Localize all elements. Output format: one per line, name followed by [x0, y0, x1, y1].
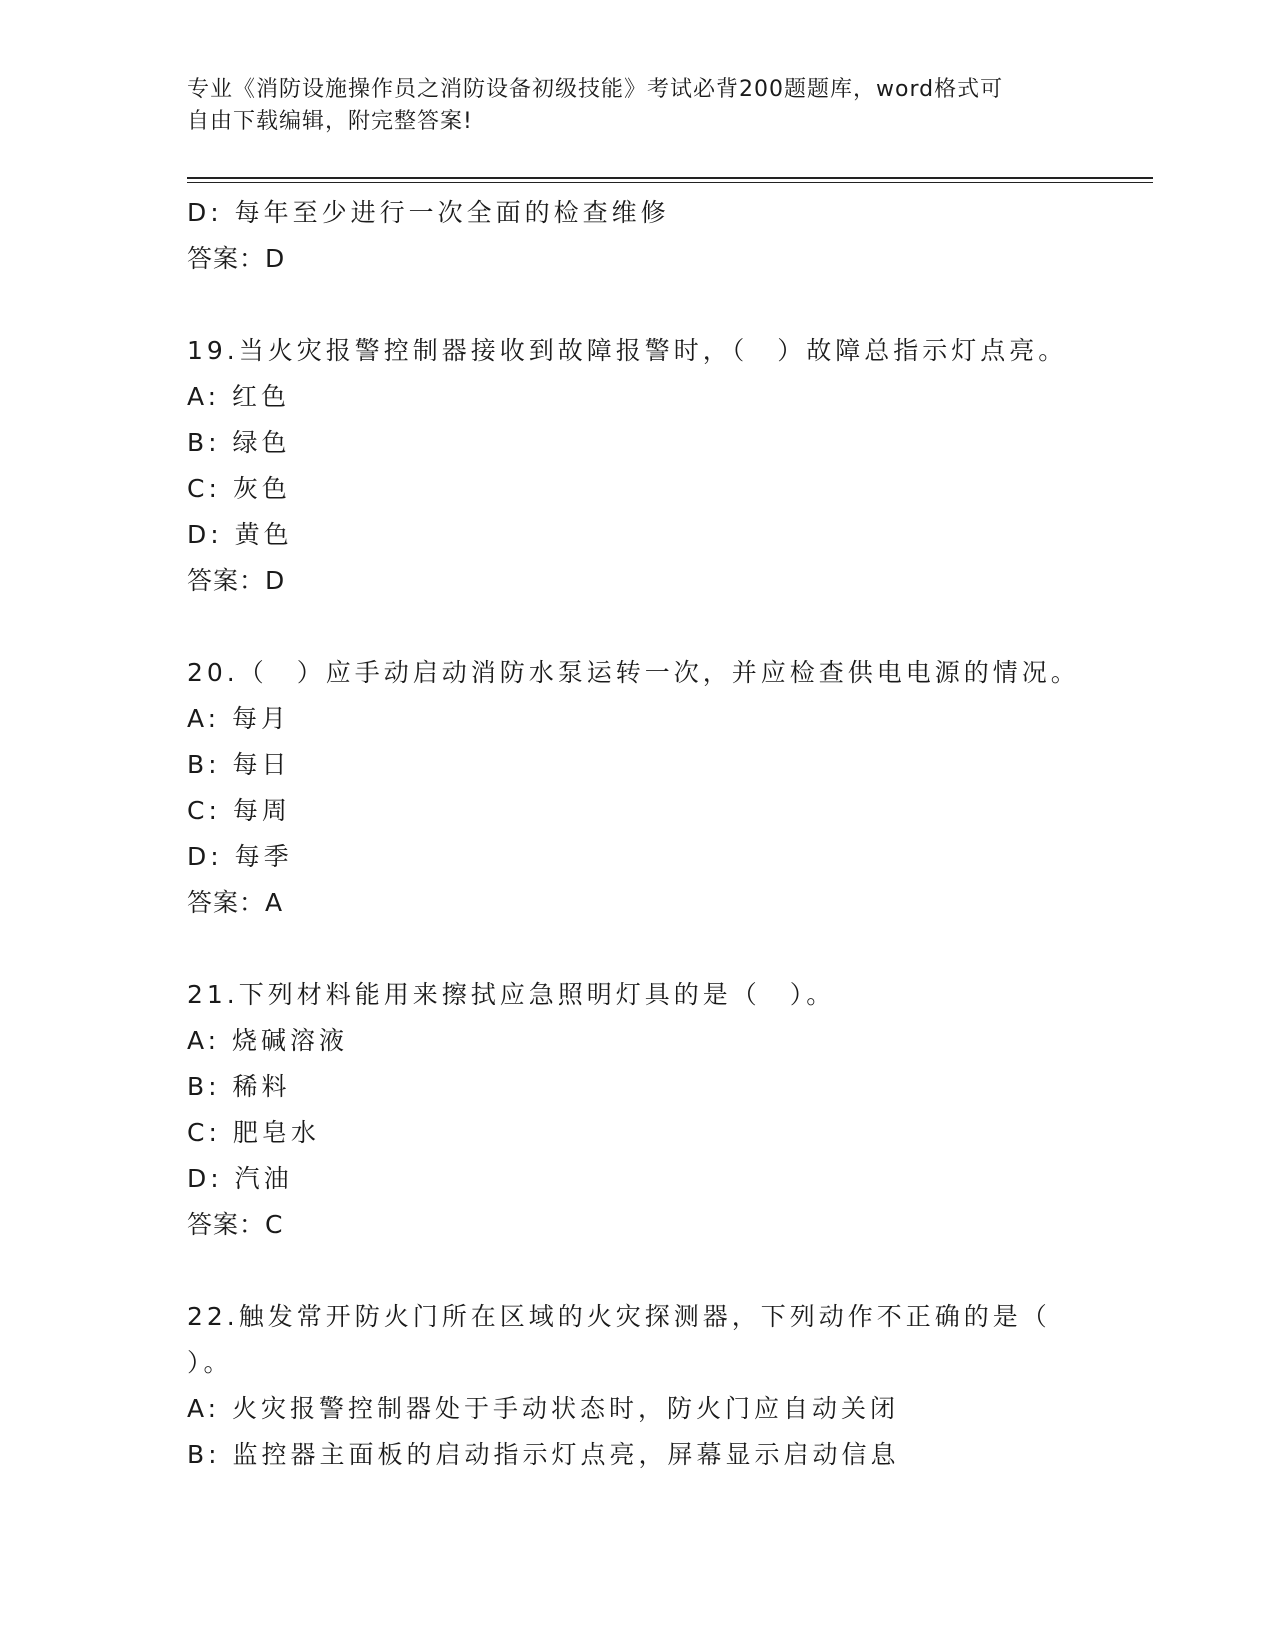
option-d: D: 汽油: [187, 1164, 293, 1193]
option-d: D: 每季: [187, 842, 293, 871]
option-b: B: 每日: [187, 750, 291, 779]
question-text: 19.当火灾报警控制器接收到故障报警时，（ ）故障总指示灯点亮。: [187, 336, 1068, 365]
spacer: [187, 926, 1147, 972]
answer-line: 答案：C: [187, 1210, 284, 1239]
option-c: C: 肥皂水: [187, 1118, 320, 1147]
spacer: [187, 282, 1147, 328]
option-a: A: 烧碱溶液: [187, 1026, 349, 1055]
option-b: B: 监控器主面板的启动指示灯点亮，屏幕显示启动信息: [187, 1440, 900, 1469]
question-text-continued: ）。: [187, 1348, 233, 1377]
answer-line: 答案：D: [187, 244, 286, 273]
header-line-1: 专业《消防设施操作员之消防设备初级技能》考试必背200题题库，word格式可: [187, 77, 1004, 102]
option-d: D: 黄色: [187, 520, 293, 549]
spacer: [187, 1248, 1147, 1294]
answer-line: 答案：A: [187, 888, 284, 917]
option-b: B: 绿色: [187, 428, 291, 457]
document-header: [187, 74, 1067, 138]
question-block-21: [187, 972, 1147, 1248]
question-text: 21.下列材料能用来擦拭应急照明灯具的是（ ）。: [187, 980, 836, 1009]
option-d: D: 每年至少进行一次全面的检查维修: [187, 198, 670, 227]
question-block-22: [187, 1294, 1147, 1478]
header-divider-thick: [187, 177, 1153, 179]
option-c: C: 灰色: [187, 474, 291, 503]
header-line-2: 自由下载编辑，附完整答案!: [187, 109, 473, 134]
option-b: B: 稀料: [187, 1072, 291, 1101]
question-list: [187, 190, 1147, 1478]
header-divider-thin: [187, 182, 1153, 183]
option-a: A: 红色: [187, 382, 291, 411]
answer-line: 答案：D: [187, 566, 286, 595]
option-c: C: 每周: [187, 796, 291, 825]
option-a: A: 每月: [187, 704, 291, 733]
question-text: 20.（ ）应手动启动消防水泵运转一次，并应检查供电电源的情况。: [187, 658, 1080, 687]
question-block-18: [187, 190, 1147, 282]
question-text: 22.触发常开防火门所在区域的火灾探测器，下列动作不正确的是（: [187, 1302, 1051, 1331]
option-a: A: 火灾报警控制器处于手动状态时，防火门应自动关闭: [187, 1394, 900, 1423]
spacer: [187, 604, 1147, 650]
question-block-20: [187, 650, 1147, 926]
question-block-19: [187, 328, 1147, 604]
